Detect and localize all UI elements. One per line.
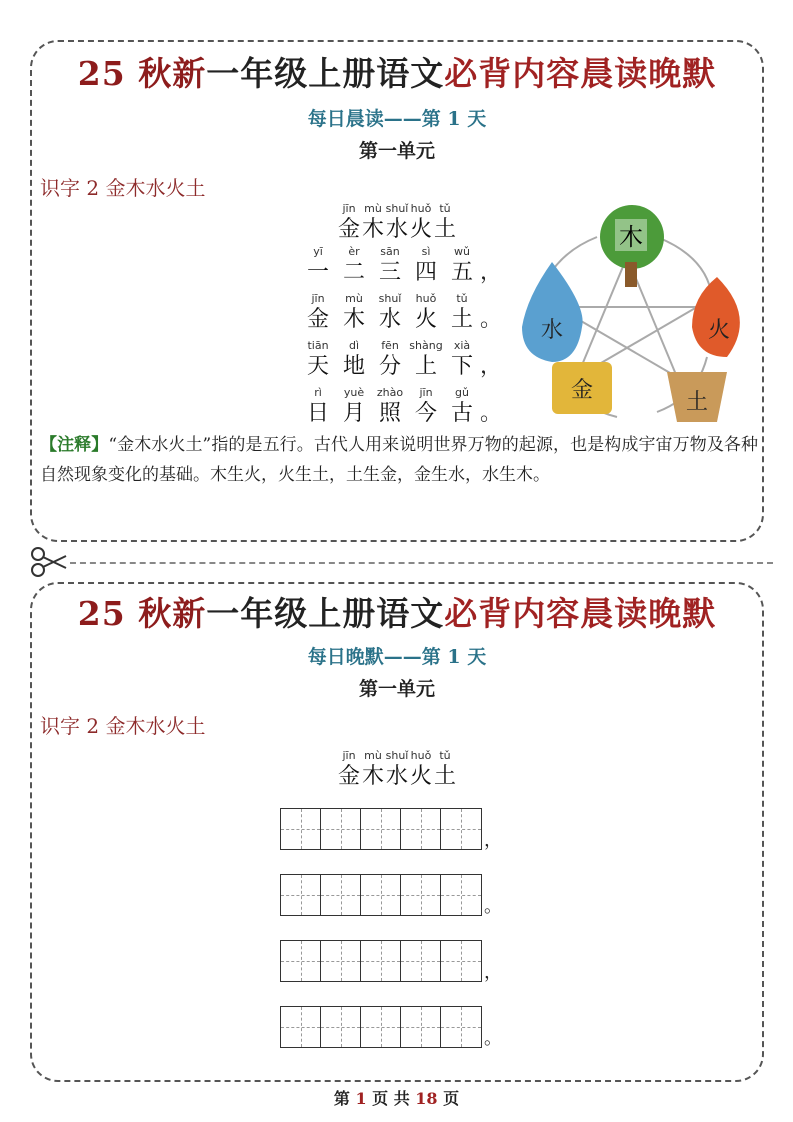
svg-text:土: 土 (685, 390, 709, 415)
hanzi: 下 (450, 354, 473, 379)
morning-title: 25 秋新一年级上册语文必背内容晨读晚默 (77, 54, 717, 93)
poem-line (300, 245, 502, 287)
punctuation: 。 (480, 307, 503, 332)
pinyin: rì (314, 386, 322, 399)
pinyin: tǔ (456, 292, 468, 305)
writing-cell[interactable] (281, 941, 321, 981)
punctuation: ， (484, 830, 502, 851)
writing-grid-row (280, 1006, 502, 1048)
punctuation: 。 (484, 896, 502, 917)
pinyin: zhào (376, 386, 404, 399)
writing-cell[interactable] (441, 875, 481, 915)
pinyin-char (372, 339, 408, 381)
pinyin-char (409, 749, 433, 791)
pinyin: wǔ (454, 245, 470, 258)
pinyin-char (300, 386, 336, 428)
writing-cell[interactable] (401, 1007, 441, 1047)
earth-element (667, 372, 727, 422)
evening-title: 25 秋新一年级上册语文必背内容晨读晚默 (77, 594, 717, 633)
metal-element (552, 362, 612, 414)
page-footer: 第 1 页 共 18 页 (333, 1089, 460, 1108)
pinyin: jīn (311, 292, 325, 305)
pinyin: huǒ (415, 292, 437, 305)
hanzi: 四 (414, 260, 437, 285)
hanzi: 火 (409, 764, 432, 789)
pinyin-char (372, 386, 408, 428)
writing-cell[interactable] (441, 941, 481, 981)
lesson-title: 识字 2 金木水火土 (40, 176, 206, 200)
pinyin-char (300, 339, 336, 381)
pinyin: tǔ (439, 202, 451, 215)
pinyin: huǒ (410, 202, 432, 215)
writing-cell[interactable] (441, 1007, 481, 1047)
writing-cell[interactable] (361, 1007, 401, 1047)
pinyin: sān (380, 245, 400, 258)
pinyin: tiān (307, 339, 329, 352)
hanzi: 水 (378, 307, 401, 332)
writing-cell[interactable] (321, 875, 361, 915)
punctuation: ， (484, 962, 502, 983)
fire-element (692, 277, 740, 357)
pinyin: sì (421, 245, 431, 258)
writing-cell[interactable] (281, 809, 321, 849)
hanzi: 金 (337, 217, 360, 242)
morning-subtitle: 每日晨读——第 1 天 (307, 108, 487, 130)
svg-text:火: 火 (707, 318, 731, 343)
water-element (522, 262, 583, 362)
wood-element (600, 205, 664, 287)
writing-cell[interactable] (281, 1007, 321, 1047)
pinyin: dì (348, 339, 360, 352)
pinyin-char (300, 245, 336, 287)
pinyin: jīn (419, 386, 433, 399)
pinyin: fēn (381, 339, 399, 352)
tianzige-grid[interactable] (280, 940, 482, 982)
hanzi: 五 (450, 260, 473, 285)
hanzi: 木 (342, 307, 365, 332)
pinyin-char (408, 339, 444, 381)
writing-cell[interactable] (441, 809, 481, 849)
hanzi: 地 (342, 354, 365, 379)
hanzi: 水 (385, 217, 408, 242)
hanzi: 火 (414, 307, 437, 332)
writing-cell[interactable] (281, 875, 321, 915)
pinyin: yī (313, 245, 323, 258)
hanzi: 古 (450, 401, 473, 426)
pinyin-char (361, 749, 385, 791)
pinyin: jīn (342, 749, 356, 762)
pinyin: jīn (342, 202, 356, 215)
writing-cell[interactable] (321, 1007, 361, 1047)
pinyin-char (433, 749, 457, 791)
writing-cell[interactable] (401, 941, 441, 981)
pinyin-char (408, 292, 444, 334)
hanzi: 土 (450, 307, 473, 332)
pinyin-char (336, 386, 372, 428)
svg-text:水: 水 (540, 318, 564, 343)
morning-card (30, 40, 764, 542)
scissors-icon (28, 546, 68, 578)
poem-line (300, 292, 502, 334)
pinyin: xià (453, 339, 471, 352)
punctuation: ， (480, 354, 503, 379)
hanzi: 今 (414, 401, 437, 426)
pinyin: tǔ (439, 749, 451, 762)
tianzige-grid[interactable] (280, 1006, 482, 1048)
pinyin: mù (364, 749, 382, 762)
pinyin-char (336, 245, 372, 287)
writing-grid-row (280, 874, 502, 916)
hanzi: 分 (378, 354, 401, 379)
hanzi: 照 (378, 401, 401, 426)
annotation-note: 【注释】“金木水火土”指的是五行。古代人用来说明世界万物的起源，也是构成宇宙万物及各种自然现象变化的基础。木生火，火生土，土生金，金生水，水生木。 (40, 435, 758, 485)
writing-cell[interactable] (321, 941, 361, 981)
pinyin: èr (348, 245, 360, 258)
pinyin: mù (364, 202, 382, 215)
unit-title: 第一单元 (358, 678, 435, 700)
hanzi: 日 (306, 401, 329, 426)
svg-text:木: 木 (619, 223, 643, 251)
pinyin-char (433, 202, 457, 244)
hanzi: 金 (306, 307, 329, 332)
pinyin: shuǐ (378, 292, 402, 305)
pinyin-char (337, 749, 361, 791)
hanzi: 土 (433, 217, 456, 242)
pinyin: shàng (409, 339, 443, 352)
pinyin-char (444, 245, 480, 287)
writing-cell[interactable] (361, 809, 401, 849)
pinyin: mù (345, 292, 363, 305)
hanzi: 水 (385, 764, 408, 789)
pinyin-char (372, 292, 408, 334)
pinyin-char (385, 202, 409, 244)
hanzi: 一 (306, 260, 329, 285)
writing-cell[interactable] (401, 875, 441, 915)
poem-heading (337, 749, 457, 791)
pinyin-char (408, 386, 444, 428)
pinyin-char (336, 292, 372, 334)
pinyin-char (361, 202, 385, 244)
writing-cell[interactable] (361, 941, 401, 981)
hanzi: 木 (361, 764, 384, 789)
tianzige-grid[interactable] (280, 808, 482, 850)
pinyin-char (300, 292, 336, 334)
punctuation: ， (480, 260, 503, 285)
pinyin-char (372, 245, 408, 287)
pinyin-char (444, 339, 480, 381)
hanzi: 二 (342, 260, 365, 285)
pinyin-char (444, 386, 480, 428)
hanzi: 木 (361, 217, 384, 242)
unit-title: 第一单元 (358, 140, 435, 162)
cut-line (70, 562, 773, 564)
poem-heading (337, 202, 457, 244)
hanzi: 天 (306, 354, 329, 379)
hanzi: 月 (342, 401, 365, 426)
writing-grid-row (280, 940, 502, 982)
poem-line (300, 339, 502, 381)
pinyin: huǒ (410, 749, 432, 762)
writing-cell[interactable] (401, 809, 441, 849)
pinyin-char (385, 749, 409, 791)
punctuation: 。 (480, 401, 503, 426)
evening-subtitle: 每日晚默——第 1 天 (307, 646, 487, 668)
hanzi: 金 (337, 764, 360, 789)
writing-cell[interactable] (361, 875, 401, 915)
writing-cell[interactable] (321, 809, 361, 849)
tianzige-grid[interactable] (280, 874, 482, 916)
poem-line (300, 386, 502, 428)
pinyin-char (336, 339, 372, 381)
hanzi: 上 (414, 354, 437, 379)
pinyin: shuǐ (385, 749, 409, 762)
pinyin: yuè (343, 386, 365, 399)
hanzi: 土 (433, 764, 456, 789)
hanzi: 火 (409, 217, 432, 242)
pinyin: gǔ (455, 386, 469, 399)
pinyin-char (408, 245, 444, 287)
pinyin-char (444, 292, 480, 334)
svg-text:金: 金 (570, 378, 594, 403)
five-elements-illustration (507, 197, 747, 427)
writing-grid-row (280, 808, 502, 850)
hanzi: 三 (378, 260, 401, 285)
pinyin: shuǐ (385, 202, 409, 215)
punctuation: 。 (484, 1028, 502, 1049)
lesson-title: 识字 2 金木水火土 (40, 714, 206, 738)
pinyin-char (337, 202, 361, 244)
pinyin-char (409, 202, 433, 244)
